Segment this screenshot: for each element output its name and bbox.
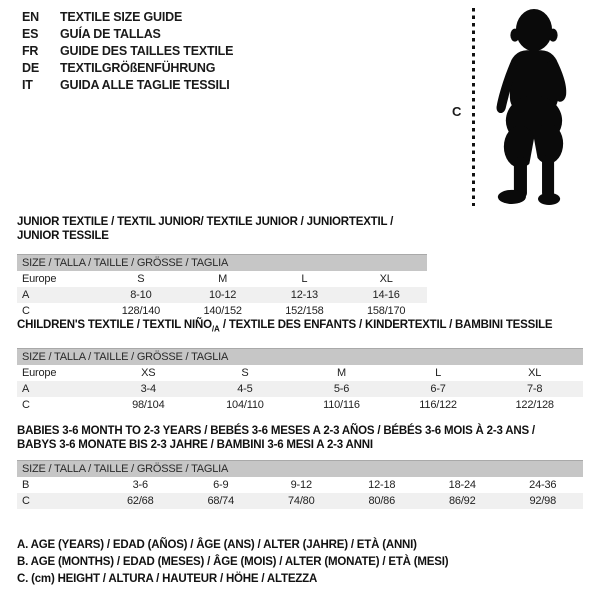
size-cell: 10-12 bbox=[209, 289, 237, 301]
row-label: A bbox=[22, 383, 30, 396]
legend-line-b: B. AGE (MONTHS) / EDAD (MESES) / ÂGE (MOIS) / ALTER (MONATE) / ETÀ (MESI) bbox=[17, 556, 449, 568]
size-cell: 24-36 bbox=[529, 479, 557, 491]
legend-line-c: C. (cm) HEIGHT / ALTURA / HAUTEUR / HÖHE / ALTEZZA bbox=[17, 573, 318, 585]
size-cell: 4-5 bbox=[237, 383, 253, 396]
size-cell: XL bbox=[528, 367, 542, 380]
size-cell: L bbox=[435, 367, 442, 380]
size-cell: 8-10 bbox=[130, 289, 152, 301]
size-cell: 3-4 bbox=[140, 383, 156, 396]
size-cell: 128/140 bbox=[121, 305, 161, 317]
children-table-title bbox=[17, 318, 583, 336]
table-row bbox=[17, 381, 583, 397]
lang-row-fr bbox=[22, 42, 233, 59]
size-cell: 104/110 bbox=[226, 399, 264, 412]
table-row bbox=[17, 365, 583, 381]
lang-code: EN bbox=[22, 9, 39, 24]
language-header bbox=[22, 8, 233, 93]
size-cell: 116/122 bbox=[419, 399, 457, 412]
junior-table-title: JUNIOR TEXTILE / TEXTIL JUNIOR/ TEXTILE JUNIOR / JUNIORTEXTIL / JUNIOR TESSILE bbox=[17, 216, 394, 242]
size-cell: 12-18 bbox=[368, 479, 396, 491]
children-size-header: SIZE / TALLA / TAILLE / GRÖSSE / TAGLIA bbox=[17, 348, 583, 365]
size-cell: S bbox=[137, 273, 145, 285]
row-label: Europe bbox=[22, 367, 57, 380]
row-label: C bbox=[22, 495, 30, 507]
measurement-legend bbox=[17, 537, 448, 588]
size-cell: 80/86 bbox=[368, 495, 396, 507]
table-row bbox=[17, 303, 427, 319]
lang-row-it bbox=[22, 76, 233, 93]
lang-title: GUIDE DES TAILLES TEXTILE bbox=[60, 43, 234, 58]
size-cell: 74/80 bbox=[287, 495, 315, 507]
size-cell: 9-12 bbox=[290, 479, 312, 491]
size-cell: 18-24 bbox=[448, 479, 476, 491]
title-text: CHILDREN'S TEXTILE / TEXTIL NIÑO bbox=[17, 319, 212, 331]
height-measure-label: C bbox=[452, 104, 462, 119]
size-cell: L bbox=[301, 273, 308, 285]
table-row bbox=[17, 397, 583, 413]
size-cell: 3-6 bbox=[132, 479, 148, 491]
babies-textile-section bbox=[17, 424, 583, 509]
size-cell: 92/98 bbox=[529, 495, 557, 507]
row-label: B bbox=[22, 479, 30, 491]
junior-size-header: SIZE / TALLA / TAILLE / GRÖSSE / TAGLIA bbox=[17, 254, 427, 271]
babies-size-header: SIZE / TALLA / TAILLE / GRÖSSE / TAGLIA bbox=[17, 460, 583, 477]
table-row bbox=[17, 477, 583, 493]
table-row bbox=[17, 287, 427, 303]
size-cell: 6-9 bbox=[213, 479, 229, 491]
size-cell: 98/104 bbox=[132, 399, 165, 412]
title-subscript: /A bbox=[211, 324, 220, 334]
lang-title: GUÍA DE TALLAS bbox=[60, 26, 161, 41]
lang-code: FR bbox=[22, 43, 39, 58]
size-cell: M bbox=[337, 367, 346, 380]
size-cell: 110/116 bbox=[323, 399, 360, 412]
table-row bbox=[17, 493, 583, 509]
size-cell: 158/170 bbox=[366, 305, 406, 317]
lang-code: ES bbox=[22, 26, 39, 41]
lang-row-en bbox=[22, 8, 233, 25]
lang-code: IT bbox=[22, 77, 33, 92]
size-cell: 86/92 bbox=[448, 495, 476, 507]
lang-title: TEXTILE SIZE GUIDE bbox=[60, 9, 183, 24]
size-cell: 14-16 bbox=[372, 289, 400, 301]
size-cell: 122/128 bbox=[515, 399, 554, 412]
babies-title-line2: BABYS 3-6 MONATE BIS 2-3 JAHRE / BAMBINI 3-6 MESI A 2-3 ANNI bbox=[17, 439, 373, 451]
size-cell: M bbox=[218, 273, 228, 285]
children-textile-section bbox=[17, 318, 583, 413]
babies-table-title bbox=[17, 424, 583, 452]
baby-silhouette-image bbox=[480, 4, 590, 211]
size-cell: 5-6 bbox=[333, 383, 350, 396]
height-measure-line bbox=[472, 8, 475, 206]
size-cell: XL bbox=[379, 273, 393, 285]
lang-title: TEXTILGRÖßENFÜHRUNG bbox=[60, 60, 216, 75]
row-label: A bbox=[22, 289, 30, 301]
lang-code: DE bbox=[22, 60, 39, 75]
table-row bbox=[17, 271, 427, 287]
babies-title-line1: BABIES 3-6 MONTH TO 2-3 YEARS / BEBÉS 3-6 MESES A 2-3 AÑOS / BÉBÉS 3-6 MOIS À 2-3 ANS / bbox=[17, 425, 535, 437]
lang-row-de bbox=[22, 59, 233, 76]
lang-title: GUIDA ALLE TAGLIE TESSILI bbox=[60, 77, 230, 92]
row-label: Europe bbox=[22, 273, 57, 285]
lang-row-es bbox=[22, 25, 233, 42]
title-text: / TEXTILE DES ENFANTS / KINDERTEXTIL / BAMBINI TESSILE bbox=[219, 319, 553, 331]
size-cell: 7-8 bbox=[527, 383, 543, 396]
size-cell: S bbox=[241, 367, 249, 380]
size-cell: 68/74 bbox=[207, 495, 235, 507]
size-cell: 12-13 bbox=[290, 289, 318, 301]
legend-line-a: A. AGE (YEARS) / EDAD (AÑOS) / ÂGE (ANS) / ALTER (JAHRE) / ETÀ (ANNI) bbox=[17, 539, 417, 551]
size-cell: XS bbox=[141, 367, 156, 380]
size-cell: 6-7 bbox=[430, 383, 446, 396]
junior-textile-section bbox=[17, 215, 427, 319]
size-cell: 152/158 bbox=[285, 305, 324, 317]
size-cell: 62/68 bbox=[126, 495, 154, 507]
row-label: C bbox=[22, 305, 30, 317]
row-label: C bbox=[22, 399, 30, 412]
size-cell: 140/152 bbox=[203, 305, 242, 317]
